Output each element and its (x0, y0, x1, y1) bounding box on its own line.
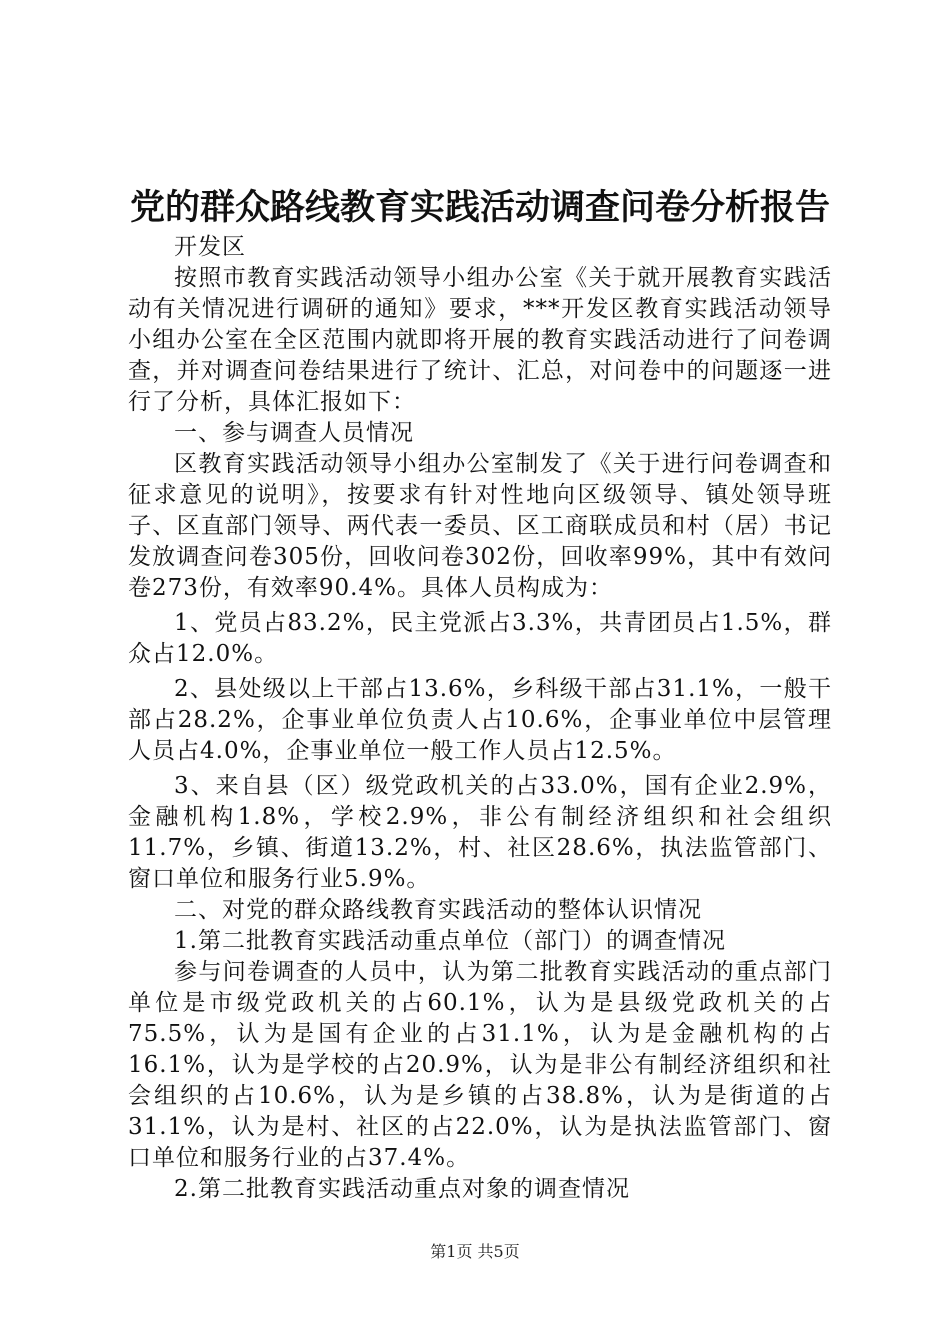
subsection-heading-1: 1.第二批教育实践活动重点单位（部门）的调查情况 (174, 928, 726, 954)
paragraph-item-2: 2、县处级以上干部占13.6%，乡科级干部占31.1%，一般干部占28.2%，企事业单位负责人占10.6%，企事业单位中层管理人员占4.0%，企事业单位一般工作人员占12.5%。 (128, 676, 832, 764)
author-line: 开发区 (174, 234, 246, 260)
paragraph-item-1: 1、党员占83.2%，民主党派占3.3%，共青团员占1.5%，群众占12.0%。 (128, 610, 832, 667)
section-heading-1: 一、参与调查人员情况 (174, 420, 414, 446)
document-title: 党的群众路线教育实践活动调查问卷分析报告 (129, 187, 830, 228)
paragraph-intro: 按照市教育实践活动领导小组办公室《关于就开展教育实践活动有关情况进行调研的通知》要求，***开发区教育实践活动领导小组办公室在全区范围内就即将开展的教育实践活动进行了问卷调查，并对调查问卷结果进行了统计、汇总，对问卷中的问题逐一进行了分析，具体汇报如下： (128, 265, 832, 415)
paragraph-survey-distribution: 区教育实践活动领导小组办公室制发了《关于进行问卷调查和征求意见的说明》，按要求有针对性地向区级领导、镇处领导班子、区直部门领导、两代表一委员、区工商联成员和村（居）书记发放调查问卷305份，回收问卷302份，回收率99%，其中有效问卷273份，有效率90.4%。具体人员构成为： (128, 451, 832, 601)
document-body (128, 232, 832, 1205)
paragraph-key-units: 参与问卷调查的人员中，认为第二批教育实践活动的重点部门单位是市级党政机关的占60.1%，认为是县级党政机关的占75.5%，认为是国有企业的占31.1%，认为是金融机构的占16.1%，认为是学校的占20.9%，认为是非公有制经济组织和社会组织的占10.6%，认为是乡镇的占38.8%，认为是街道的占31.1%，认为是村、社区的占22.0%，认为是执法监管部门、窗口单位和服务行业的占37.4%。 (128, 959, 832, 1171)
paragraph-item-3: 3、来自县（区）级党政机关的占33.0%，国有企业2.9%，金融机构1.8%，学校2.9%，非公有制经济组织和社会组织11.7%，乡镇、街道13.2%，村、社区28.6%，执法监管部门、窗口单位和服务行业5.9%。 (128, 773, 832, 892)
subsection-heading-2: 2.第二批教育实践活动重点对象的调查情况 (174, 1176, 630, 1202)
section-heading-2: 二、对党的群众路线教育实践活动的整体认识情况 (174, 897, 702, 923)
page-footer: 第1页 共5页 (430, 1242, 520, 1261)
